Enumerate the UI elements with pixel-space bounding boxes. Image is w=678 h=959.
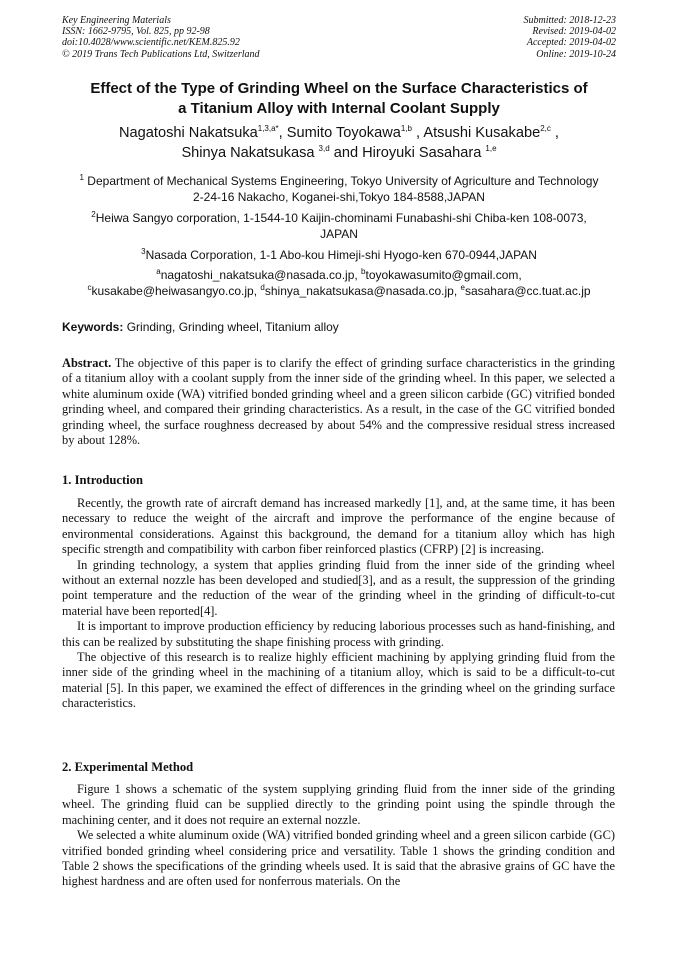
email-sup: e xyxy=(460,282,465,292)
affiliation-text: Department of Mechanical Systems Engineering, Tokyo University of Agriculture and Technology xyxy=(83,174,599,188)
author-sup: 1,e xyxy=(485,143,497,153)
email-d: shinya_nakatsukasa@nasada.co.jp, xyxy=(264,283,461,298)
abstract-paragraph xyxy=(62,356,615,448)
email-sup: b xyxy=(361,267,366,276)
email-b: toyokawasumito@gmail.com, xyxy=(365,268,522,282)
paper-title xyxy=(60,79,618,119)
email-c: kusakabe@heiwasangyo.co.jp, xyxy=(91,283,261,298)
date-online: Online: 2019-10-24 xyxy=(536,48,616,60)
author-separator: , xyxy=(550,125,559,141)
abstract-text: The objective of this paper is to clarify the effect of grinding surface characteristics in the grinding of a titanium alloy with a coolant supply from the inner side of the grinding wheel. In this paper, we selected a white aluminum oxide (WA) vitrified bonded grinding wheel and a green silicon carbide (GC) vitrified bonded grinding wheel, and compared their grinding characteristics. As a result, in the case of the GC vitrified bonded grinding wheel, the surface roughness decreased by about 54% and the compressive residual stress increased by about 128%. xyxy=(62,356,615,448)
title-line-1: Effect of the Type of Grinding Wheel on the Surface Characteristics of xyxy=(90,80,588,97)
paragraph: We selected a white aluminum oxide (WA) vitrified bonded grinding wheel and a green silicon carbide (GC) vitrified bonded grinding wheel considering price and versatility. Table 1 shows the grinding condition and Table 2 shows the specifications of the grinding wheels used. It is said that the abrasive grains of GC have the highest hardness and are often used for nonferrous materials. On the xyxy=(62,828,615,889)
paragraph: In grinding technology, a system that applies grinding fluid from the inner side of the grinding wheel without an external nozzle has been developed and studied[3], and as a result, the suppression of the grinding point temperature and the reduction of the wear of the grinding wheel in the grinding of difficult-to-cut material have been reported[4]. xyxy=(62,557,615,618)
publication-dates xyxy=(524,15,617,60)
affiliation-3-line-1 xyxy=(60,248,618,264)
author-sup: 2,c xyxy=(540,124,551,134)
abstract-label: Abstract. xyxy=(62,356,112,370)
affiliation-text: Heiwa Sangyo corporation, 1-1544-10 Kaijin-chominami Funabashi-shi Chiba-ken 108-0073, xyxy=(95,211,587,225)
author-sup: 1,b xyxy=(400,124,412,134)
affiliation-3 xyxy=(60,248,618,264)
title-line-2: a Titanium Alloy with Internal Coolant Supply xyxy=(178,100,500,117)
journal-issn: ISSN: 1662-9795, Vol. 825, pp 92-98 xyxy=(62,26,210,38)
author-sup: 1,3,a* xyxy=(257,124,279,134)
section-1-body xyxy=(62,496,615,712)
email-sup: d xyxy=(260,282,265,292)
affiliation-sup: 1 xyxy=(79,173,84,182)
date-revised: Revised: 2019-04-02 xyxy=(532,26,616,38)
journal-name: Key Engineering Materials xyxy=(62,15,171,26)
author-name: and Hiroyuki Sasahara xyxy=(329,144,486,161)
authors-line-1 xyxy=(60,124,618,144)
authors-line-2 xyxy=(60,144,618,164)
author-name: , Sumito Toyokawa xyxy=(278,125,401,141)
email-e: sasahara@cc.tuat.ac.jp xyxy=(464,283,591,298)
keywords xyxy=(62,320,339,334)
section-2-body xyxy=(62,782,615,890)
email-a: nagatoshi_nakatsuka@nasada.co.jp, xyxy=(160,268,362,282)
affiliation-text: Nasada Corporation, 1-1 Abo-kou Himeji-shi Hyogo-ken 670-0944,JAPAN xyxy=(145,248,537,262)
paragraph: Recently, the growth rate of aircraft demand has increased markedly [1], and, at the same time, it has been necessary to reduce the weight of the aircraft and improve the performance of the engine because of environmental considerations. Against this background, the demand for a titanium alloy which has high specific strength and compatibility with carbon fiber reinforced plastics (CFRP) [2] is increasing. xyxy=(62,496,615,557)
author-list xyxy=(60,124,618,163)
affiliation-2-line-1 xyxy=(60,211,618,227)
author-sup: 3,d xyxy=(318,143,330,153)
section-2-heading: 2. Experimental Method xyxy=(62,760,194,774)
email-line-1 xyxy=(60,268,618,284)
date-submitted: Submitted: 2018-12-23 xyxy=(523,15,616,26)
affiliation-1-line-2: 2-24-16 Nakacho, Koganei-shi,Tokyo 184-8588,JAPAN xyxy=(193,189,485,204)
email-line-2 xyxy=(60,284,618,300)
journal-copyright: © 2019 Trans Tech Publications Ltd, Switzerland xyxy=(62,48,260,60)
section-1-heading: 1. Introduction xyxy=(62,473,143,487)
keywords-label: Keywords: xyxy=(62,320,124,334)
journal-doi: doi:10.4028/www.scientific.net/KEM.825.92 xyxy=(62,37,240,49)
email-list xyxy=(60,268,618,299)
affiliation-1-line-1 xyxy=(60,174,618,190)
keywords-text: Grinding, Grinding wheel, Titanium alloy xyxy=(123,320,339,334)
affiliation-1 xyxy=(60,174,618,205)
author-name: Shinya Nakatsukasa xyxy=(181,144,319,161)
date-accepted: Accepted: 2019-04-02 xyxy=(526,37,616,49)
paragraph: Figure 1 shows a schematic of the system supplying grinding fluid from the inner side of the grinding wheel. The grinding fluid can be supplied directly to the grinding point using the spindle through the machining center, and it does not require an external nozzle. xyxy=(62,782,615,827)
affiliation-sup: 2 xyxy=(91,210,96,219)
email-sup: a xyxy=(156,267,161,276)
journal-info xyxy=(62,15,260,60)
affiliation-2-line-2: JAPAN xyxy=(320,226,358,241)
abstract xyxy=(62,356,615,448)
email-sup: c xyxy=(87,282,92,292)
author-name: Nagatoshi Nakatsuka xyxy=(119,125,258,141)
paragraph: It is important to improve production efficiency by reducing laborious processes such as hand-finishing, and this can be realized by substituting the shape finishing process with grinding. xyxy=(62,619,615,649)
paragraph: The objective of this research is to realize highly efficient machining by applying grinding fluid from the inner side of the grinding wheel in the machining of a titanium alloy, which is said to be a difficult-to-cut material [5]. In this paper, we examined the effect of differences in the grinding wheel on the grinding surface characteristics. xyxy=(62,650,615,711)
author-name: , Atsushi Kusakabe xyxy=(412,125,541,141)
affiliation-2 xyxy=(60,211,618,242)
affiliation-sup: 3 xyxy=(141,247,146,256)
